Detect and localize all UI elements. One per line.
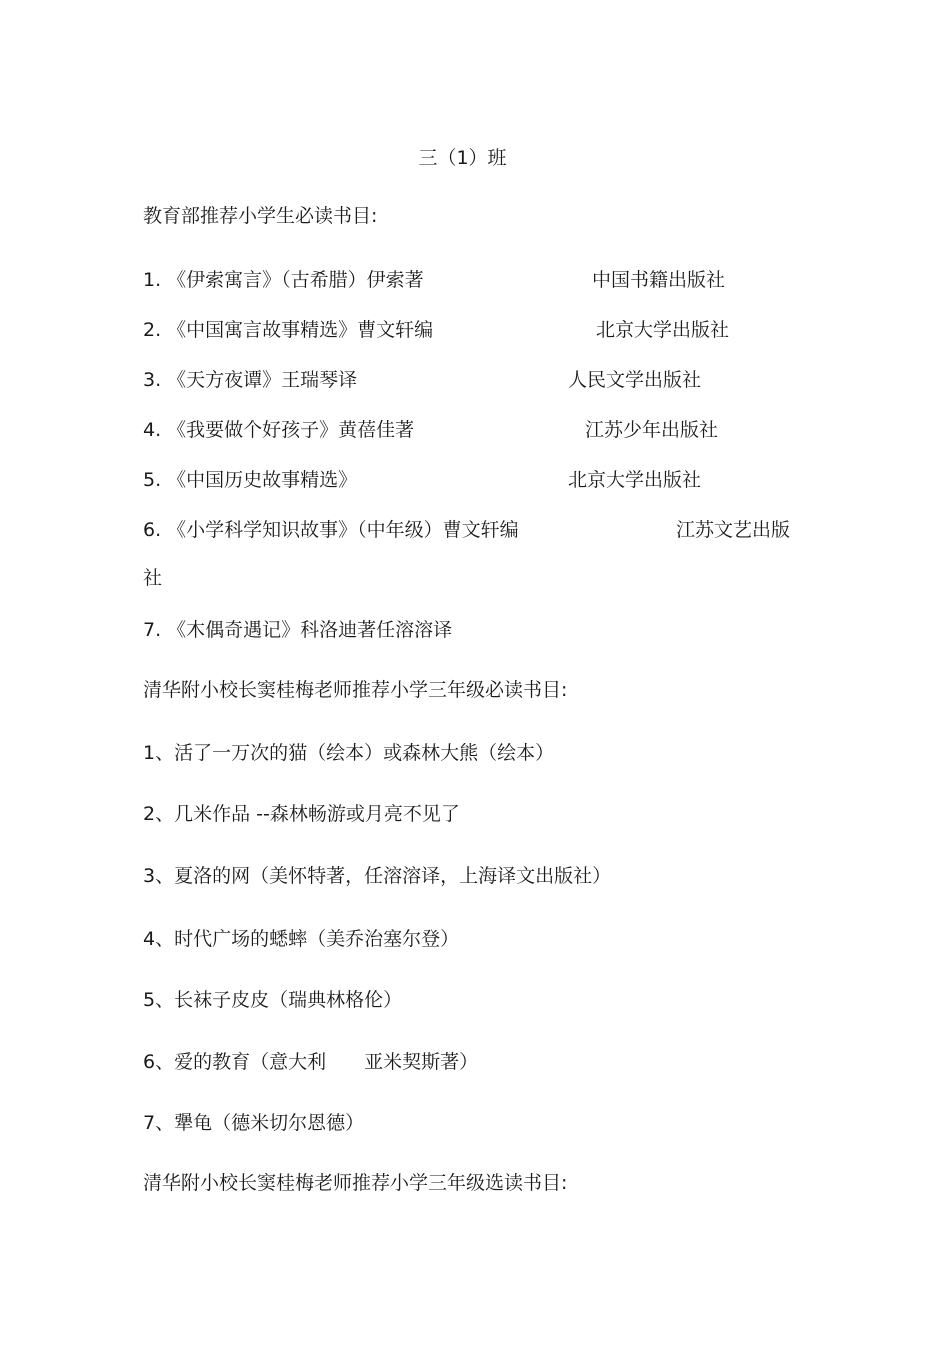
list-item: 5、长袜子皮皮（瑞典林格伦） [143, 989, 403, 1011]
list-item: 5. 《中国历史故事精选》 [143, 469, 358, 491]
publisher-continuation: 社 [143, 567, 163, 589]
page-title: 三（1）班 [418, 147, 507, 169]
publisher: 北京大学出版社 [568, 469, 702, 491]
list-item: 3、夏洛的网（美怀特著，任溶溶译，上海译文出版社） [143, 865, 612, 887]
publisher: 江苏少年出版社 [585, 419, 719, 441]
list-item: 4. 《我要做个好孩子》黄蓓佳著 [143, 419, 415, 441]
list-item: 6、爱的教育（意大利 亚米契斯著） [143, 1051, 479, 1073]
section-heading-optional: 清华附小校长窦桂梅老师推荐小学三年级选读书目: [143, 1172, 568, 1194]
list-item: 3. 《天方夜谭》王瑞琴译 [143, 369, 358, 391]
list-item: 7、犟龟（德米切尔恩德） [143, 1112, 365, 1134]
publisher: 中国书籍出版社 [592, 269, 726, 291]
list-item: 1、活了一万次的猫（绘本）或森林大熊（绘本） [143, 742, 555, 764]
list-item: 2. 《中国寓言故事精选》曹文轩编 [143, 319, 434, 341]
list-item: 2、几米作品 --森林畅游或月亮不见了 [143, 803, 460, 825]
publisher: 江苏文艺出版 [676, 519, 791, 541]
section-heading-required: 清华附小校长窦桂梅老师推荐小学三年级必读书目: [143, 679, 568, 701]
publisher: 北京大学出版社 [596, 319, 730, 341]
list-item: 4、时代广场的蟋蟀（美乔治塞尔登） [143, 928, 460, 950]
list-item: 1. 《伊索寓言》（古希腊）伊索著 [143, 269, 424, 291]
list-item: 7. 《木偶奇遇记》科洛迪著任溶溶译 [143, 619, 453, 641]
publisher: 人民文学出版社 [568, 369, 702, 391]
section-heading-moe: 教育部推荐小学生必读书目: [143, 205, 378, 227]
list-item: 6. 《小学科学知识故事》（中年级）曹文轩编 [143, 519, 519, 541]
